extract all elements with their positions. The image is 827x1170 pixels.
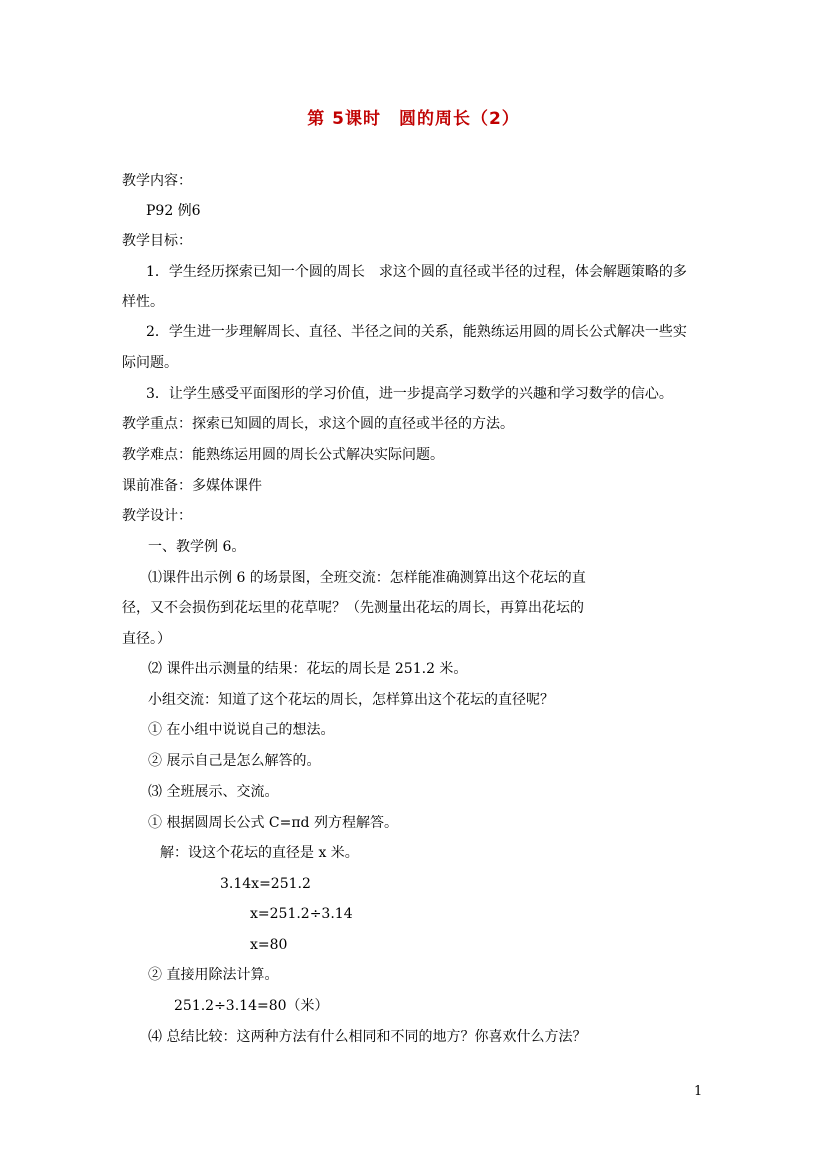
preparation: 课前准备：多媒体课件 — [122, 478, 262, 494]
goal-3: 3．让学生感受平面图形的学习价值，进一步提高学习数学的兴趣和学习数学的信心。 — [146, 386, 673, 402]
step-2: ⑵ 课件出示测量的结果：花坛的周长是 251.2 米。 — [148, 661, 468, 677]
goal-2-line-1: 2．学生进一步理解周长、直径、半径之间的关系，能熟练运用圆的周长公式解决一些实 — [146, 324, 687, 340]
section-label-content: 教学内容： — [122, 173, 192, 189]
section-label-design: 教学设计： — [122, 508, 192, 524]
discussion-item-2: ② 展示自己是怎么解答的。 — [148, 753, 321, 769]
goal-1-line-2: 样性。 — [122, 294, 164, 310]
section-label-goals: 教学目标： — [122, 233, 192, 249]
step-4-summary: ⑷ 总结比较：这两种方法有什么相同和不同的地方？你喜欢什么方法？ — [148, 1029, 587, 1045]
page-number: 1 — [694, 1084, 703, 1099]
goal-2-line-2: 际问题。 — [122, 355, 178, 371]
equation-line-3: x=80 — [250, 937, 288, 953]
step-1-line-2: 径，又不会损伤到花坛里的花草呢？（先测量出花坛的周长，再算出花坛的 — [122, 600, 584, 616]
method-1: ① 根据圆周长公式 C=πd 列方程解答。 — [148, 815, 398, 831]
equation-line-1: 3.14x=251.2 — [220, 876, 311, 892]
step-3: ⑶ 全班展示、交流。 — [148, 784, 279, 800]
group-discussion: 小组交流：知道了这个花坛的周长，怎样算出这个花坛的直径呢？ — [148, 692, 554, 708]
division-calc: 251.2÷3.14=80（米） — [174, 998, 329, 1014]
step-1-line-1: ⑴课件出示例 6 的场景图，全班交流：怎样能准确测算出这个花坛的直 — [148, 570, 586, 586]
difficulty: 教学难点：能熟练运用圆的周长公式解决实际问题。 — [122, 447, 444, 463]
goal-1-line-1: 1．学生经历探索已知一个圆的周长 求这个圆的直径或半径的过程，体会解题策略的多 — [146, 264, 687, 280]
key-point: 教学重点：探索已知圆的周长，求这个圆的直径或半径的方法。 — [122, 416, 514, 432]
part-one-heading: 一、教学例 6。 — [148, 539, 246, 555]
step-1-line-3: 直径。） — [122, 631, 171, 647]
equation-line-2: x=251.2÷3.14 — [250, 906, 353, 922]
content-text: P92 例6 — [146, 203, 201, 219]
method-2: ② 直接用除法计算。 — [148, 967, 279, 983]
lesson-title: 第 5课时 圆的周长（2） — [307, 109, 520, 129]
discussion-item-1: ① 在小组中说说自己的想法。 — [148, 722, 335, 738]
solution-intro: 解：设这个花坛的直径是 x 米。 — [160, 845, 359, 861]
